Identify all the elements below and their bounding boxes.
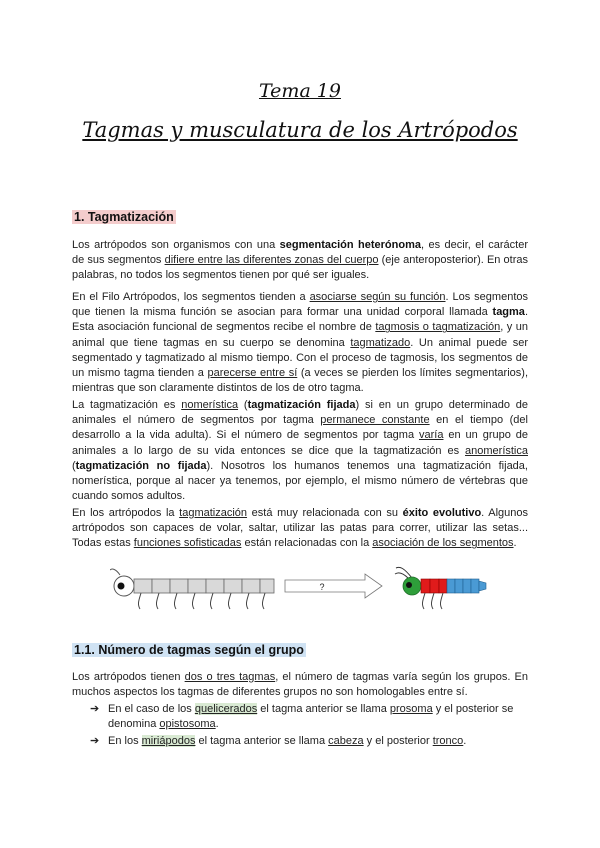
list-item — [90, 734, 530, 749]
bold-term: segmentación heterónoma — [279, 239, 421, 251]
paragraph-segmentacion — [72, 238, 528, 284]
underlined-text: nomerística — [181, 399, 239, 411]
text: y el posterior se denomina — [108, 703, 514, 731]
text: (eje anteroposterior). En otras palabras, no todos los segmentos tienen por qué ser iguales. — [72, 254, 528, 282]
highlighted-term: quelicerados — [194, 703, 258, 715]
section-heading-tagmatizacion — [72, 210, 176, 224]
text: , es decir, el carácter de sus segmentos — [72, 239, 528, 267]
text: en un grupo de animales a lo largo de su vida entonces se dice que la tagmatización es — [72, 429, 528, 457]
underlined-text: tagmatizado — [350, 336, 411, 349]
text: en el tiempo (del desarrollo a la vida adulta). Si el número de segmentos por tagma — [72, 414, 528, 442]
underlined-text: opistosoma — [159, 718, 216, 731]
text: En los — [108, 735, 142, 748]
transformation-arrow — [285, 574, 382, 598]
text: ( — [72, 459, 76, 472]
bold-term: éxito evolutivo — [402, 507, 482, 519]
text: ) si en un grupo determinado de animales el número de segmentos por tagma — [72, 399, 529, 427]
text: . Un animal puede ser segmentado y tagmatizado al mismo tiempo. Con el proceso de tagmosis, los segmentos de un mismo tagma tienden a — [72, 336, 528, 380]
underlined-text: cabeza — [328, 735, 364, 748]
list-item — [90, 702, 530, 732]
text: . — [513, 537, 517, 550]
section-heading-numero-tagmas — [72, 643, 306, 657]
arrow-bullet-icon: ➔ — [90, 735, 100, 748]
underlined-text: tagmosis o tagmatización — [375, 321, 501, 334]
text: Los artrópodos tienen — [72, 671, 185, 683]
section-heading-text: 1.1. Número de tagmas según el grupo — [74, 643, 304, 657]
text: En el Filo Artrópodos, los segmentos tienden a — [72, 291, 310, 303]
text: el tagma anterior se llama — [195, 735, 329, 748]
paragraph-nomeristica — [72, 398, 528, 504]
bold-term: tagma — [492, 306, 525, 319]
text: están relacionadas con la — [241, 537, 373, 550]
text: el tagma anterior se llama — [257, 703, 390, 715]
text: ). Nosotros los humanos tenemos una tagmatización fijada, nomerística, porque al nacer ya tenemos, por ejemplo, el mismo número de vértebras que cuando somos adultos. — [72, 459, 528, 503]
text: (a veces se pierden los límites segmentarios), mientras que son claramente distintos de los de otro tagma. — [72, 367, 528, 395]
text: Los artrópodos son organismos con una — [72, 239, 280, 251]
bold-term: tagmatización no fijada — [75, 459, 207, 472]
highlighted-term: miriápodos — [141, 735, 196, 748]
bold-term: tagmatización fijada — [247, 399, 356, 411]
underlined-text: tronco — [432, 735, 464, 748]
arrow-label: ? — [319, 582, 325, 592]
segmented-animal-illustration — [110, 569, 274, 609]
text: y el posterior — [363, 735, 433, 748]
underlined-text: difiere entre las diferentes zonas del cuerpo — [164, 254, 379, 267]
text: ( — [238, 399, 248, 411]
text: En los artrópodos la — [72, 507, 180, 519]
underlined-text: prosoma — [389, 703, 433, 715]
text: . Algunos artrópodos son capaces de volar, saltar, utilizar las patas para correr, utilizar las setas... Todas estas — [72, 507, 528, 550]
text: . Los segmentos que tienen la misma función se asocian para formar una unidad corporal llamada — [72, 291, 528, 319]
arrow-bullet-icon: ➔ — [90, 703, 100, 715]
underlined-text: asociación de los segmentos — [372, 537, 514, 550]
document-title: Tagmas y musculatura de los Artrópodos — [82, 118, 518, 142]
underlined-text: asociarse según su función — [309, 291, 446, 303]
paragraph-tagmosis — [72, 290, 528, 396]
bullet-list — [90, 702, 530, 752]
underlined-text: funciones sofisticadas — [133, 537, 242, 550]
text: En el caso de los — [108, 703, 195, 715]
section-heading-text: 1. Tagmatización — [74, 210, 174, 224]
underlined-text: parecerse entre sí — [207, 367, 298, 380]
text: está muy relacionada con su — [247, 507, 403, 519]
text: La tagmatización es — [72, 399, 182, 411]
underlined-text: dos o tres tagmas — [184, 671, 276, 683]
text: , el número de tagmas varía según los grupos. En muchos aspectos los tagmas de diferentes grupos no son homologables entre sí. — [72, 671, 529, 699]
paragraph-exito-evolutivo — [72, 506, 528, 552]
text: . — [463, 735, 467, 748]
text: . — [215, 718, 219, 731]
topic-title: Tema 19 — [258, 80, 341, 102]
underlined-text: varía — [419, 429, 444, 442]
paragraph-numero-tagmas — [72, 670, 528, 700]
underlined-text: tagmatización — [179, 507, 248, 519]
underlined-text: anomerística — [465, 444, 528, 457]
tagmatization-diagram — [110, 566, 500, 622]
underlined-text: permanece constante — [320, 414, 430, 427]
text: . Esta asociación funcional de segmentos recibe el nombre de — [72, 306, 528, 334]
tagmatized-animal-illustration — [395, 567, 486, 609]
text: , y un animal que tiene tagmas en su cuerpo se denomina — [72, 321, 528, 349]
